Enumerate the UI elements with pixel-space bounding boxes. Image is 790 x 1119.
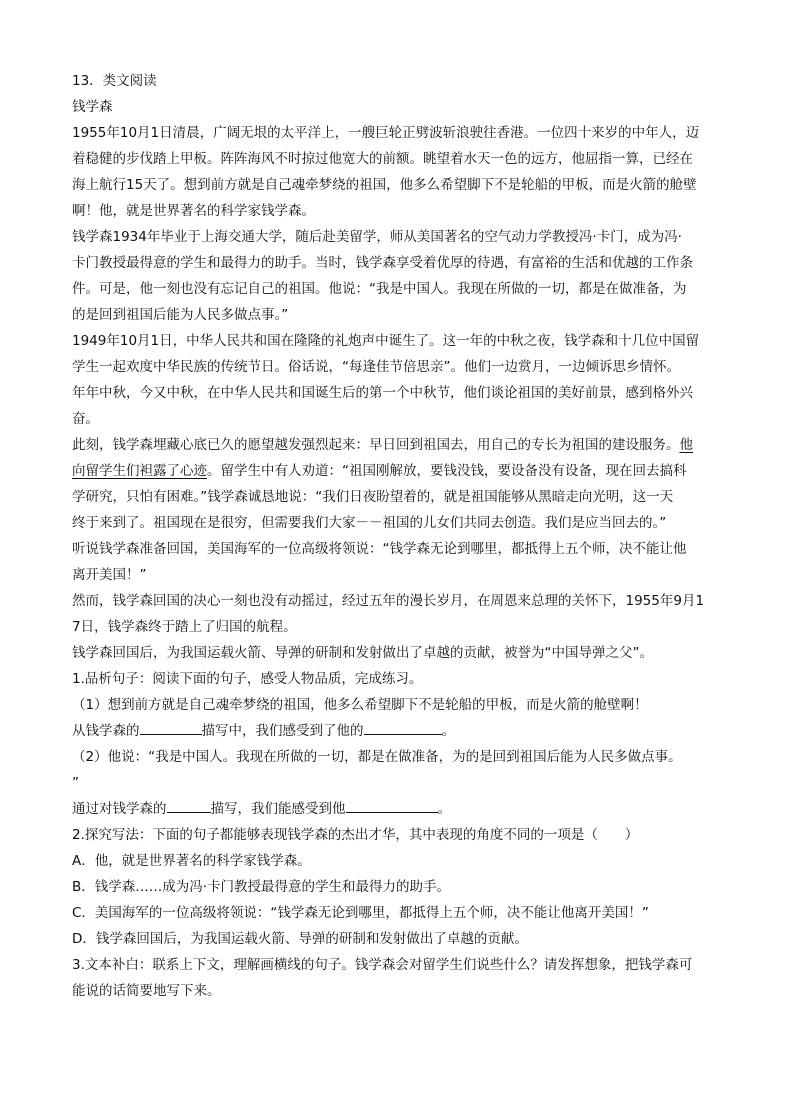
question-3-title-cont: 能说的话简要地写下来。 (72, 983, 221, 999)
answer-blank[interactable] (140, 719, 202, 735)
question-2-title: 2.探究写法：下面的句子都能够表现钱学森的杰出才华，其中表现的角度不同的一项是（ ） (72, 827, 639, 843)
underlined-sentence: 向留学生们袒露了心迹 (72, 463, 207, 479)
question-1-sentence-1: （1）想到前方就是自己魂牵梦绕的祖国，他多么希望脚下不是轮船的甲板，而是火箭的舱壁啊！ (72, 697, 648, 713)
question-1-fill-1 (72, 718, 730, 744)
answer-blank[interactable] (364, 719, 442, 735)
underlined-sentence: 他 (679, 437, 693, 453)
answer-blank[interactable] (167, 797, 211, 813)
section-title: 13．类文阅读 (72, 73, 157, 89)
paragraph-4-text: 。留学生中有人劝道：“祖国刚解放，要钱没钱，要设备没有设备，现在回去搞科 (207, 463, 687, 479)
question-3-title: 3.文本补白：联系上下文，理解画横线的句子。钱学森会对留学生们说些什么？请发挥想象，把钱学森可 (72, 957, 693, 973)
paragraph-1-line: 海上航行15天了。想到前方就是自己魂牵梦绕的祖国，他多么希望脚下不是轮船的甲板，而是火箭的舱壁 (72, 177, 697, 193)
answer-blank[interactable] (346, 797, 438, 813)
paragraph-5-line: 听说钱学森准备回国，美国海军的一位高级将领说：“钱学森无论到哪里，都抵得上五个师，决不能让他 (72, 541, 687, 557)
paragraph-4-line-2 (72, 458, 730, 484)
fill-text: 描写，我们能感受到他 (210, 801, 346, 817)
fill-text: 描写中，我们感受到了他的 (201, 723, 364, 739)
question-2-option-b: B．钱学森……成为冯·卡门教授最得意的学生和最得力的助手。 (72, 879, 451, 895)
paragraph-4-text: 此刻，钱学森埋藏心底已久的愿望越发强烈起来：早日回到祖国去，用自己的专长为祖国的建设服务。 (72, 437, 680, 453)
paragraph-6-line: 7日，钱学森终于踏上了归国的航程。 (72, 619, 297, 635)
question-1-sentence-2-end: ” (72, 775, 79, 791)
paragraph-2-line: 件。可是，他一刻也没有忘记自己的祖国。他说：“我是中国人。我现在所做的一切，都是在做准备，为 (72, 281, 687, 297)
paragraph-6-line: 然而，钱学森回国的决心一刻也没有动摇过，经过五年的漫长岁月，在周恩来总理的关怀下，1955年9月1 (72, 593, 705, 609)
fill-text: 。 (437, 801, 451, 817)
paragraph-3-line: 奋。 (72, 411, 99, 427)
paragraph-4-line: 学研究，只怕有困难。”钱学森诚恳地说：“我们日夜盼望着的，就是祖国能够从黑暗走向光明，这一天 (72, 489, 674, 505)
article-title: 钱学森 (72, 99, 113, 115)
paragraph-2-line: 卡门教授最得意的学生和最得力的助手。当时，钱学森享受着优厚的待遇，有富裕的生活和优越的工作条 (72, 255, 693, 271)
question-2-option-d: D．钱学森回国后，为我国运载火箭、导弹的研制和发射做出了卓越的贡献。 (72, 931, 528, 947)
question-1-fill-2 (72, 796, 730, 822)
question-2-option-c: C．美国海军的一位高级将领说：“钱学森无论到哪里，都抵得上五个师，决不能让他离开美国！” (72, 905, 649, 921)
question-1-sentence-2: （2）他说：“我是中国人。我现在所做的一切，都是在做准备，为的是回到祖国后能为人民多做点事。 (72, 749, 682, 765)
paragraph-1-line: 着稳健的步伐踏上甲板。阵阵海风不时掠过他宽大的前额。眺望着水天一色的远方，他屈指一算，已经在 (72, 151, 693, 167)
fill-text: 通过对钱学森的 (72, 801, 167, 817)
fill-text: 。 (441, 723, 455, 739)
paragraph-2-line: 钱学森1934年毕业于上海交通大学，随后赴美留学，师从美国著名的空气动力学教授冯·卡门，成为冯· (72, 229, 682, 245)
paragraph-4-line-1 (72, 432, 730, 458)
paragraph-5-line: 离开美国！” (72, 567, 147, 583)
paragraph-3-line: 学生一起欢度中华民族的传统节日。俗话说，“每逢佳节倍思亲”。他们一边赏月，一边倾诉思乡情怀。 (72, 359, 680, 375)
paragraph-3-line: 年年中秋，今又中秋，在中华人民共和国诞生后的第一个中秋节，他们谈论祖国的美好前景，感到格外兴 (72, 385, 693, 401)
paragraph-3-line: 1949年10月1日，中华人民共和国在隆隆的礼炮声中诞生了。这一年的中秋之夜，钱学森和十几位中国留 (72, 333, 700, 349)
fill-text: 从钱学森的 (72, 723, 140, 739)
question-2-option-a: A．他，就是世界著名的科学家钱学森。 (72, 853, 311, 869)
paragraph-4-line: 终于来到了。祖国现在是很穷，但需要我们大家－－祖国的儿女们共同去创造。我们是应当回去的。” (72, 515, 667, 531)
question-1-title: 1.品析句子：阅读下面的句子，感受人物品质，完成练习。 (72, 671, 423, 687)
paragraph-1-line: 1955年10月1日清晨，广阔无垠的太平洋上，一艘巨轮正劈波斩浪驶往香港。一位四十来岁的中年人，迈 (72, 125, 700, 141)
paragraph-7-line: 钱学森回国后，为我国运载火箭、导弹的研制和发射做出了卓越的贡献，被誉为“中国导弹之父”。 (72, 645, 653, 661)
paragraph-2-line: 的是回到祖国后能为人民多做点事。” (72, 307, 289, 323)
paragraph-1-line: 啊！他，就是世界著名的科学家钱学森。 (72, 203, 315, 219)
